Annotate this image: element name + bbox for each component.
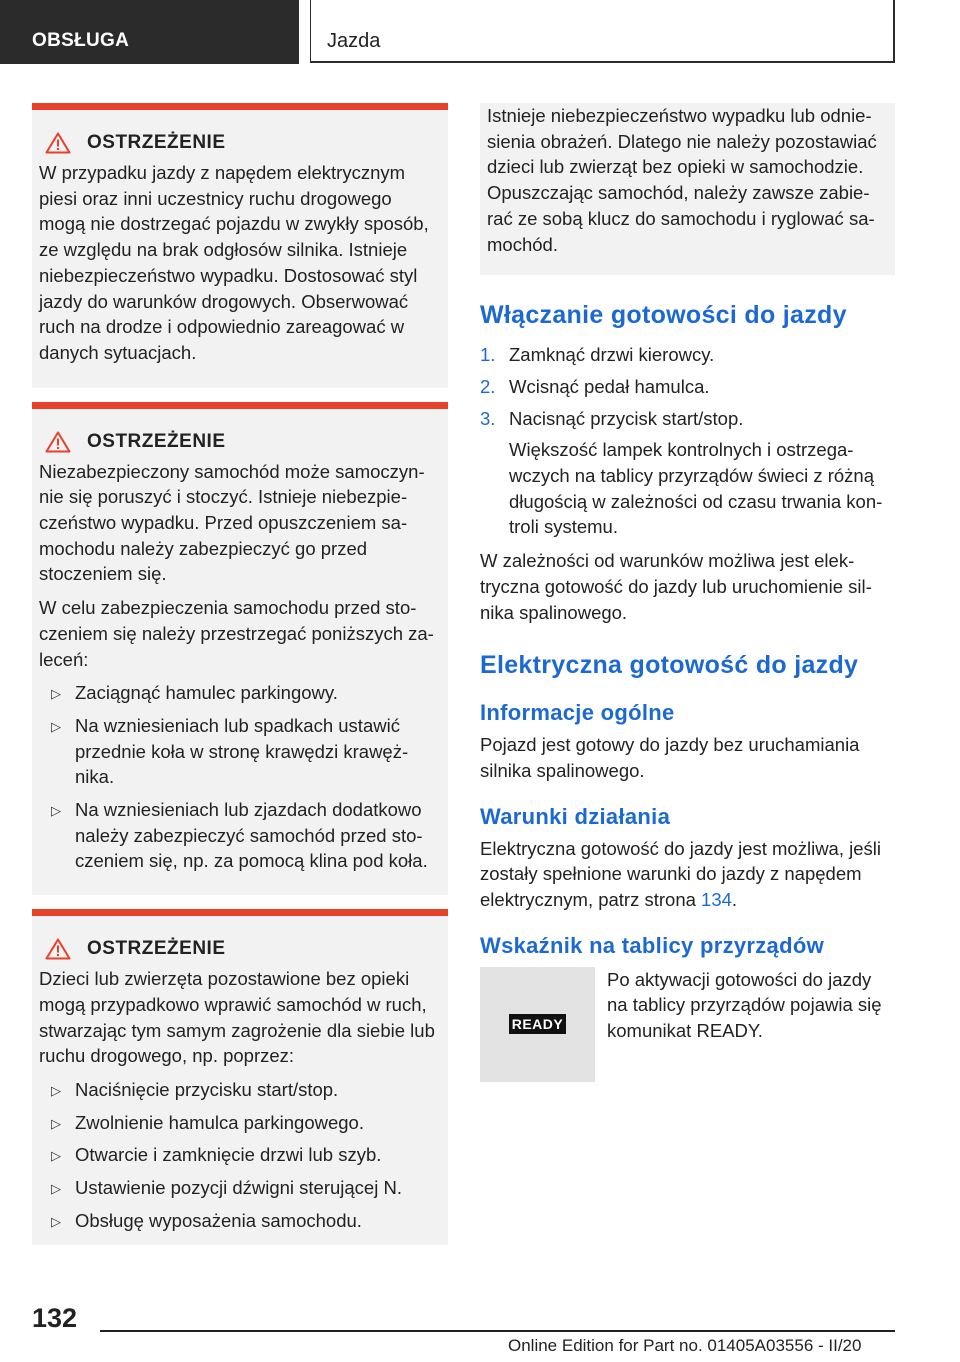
warning-box: [32, 402, 448, 896]
bullet-list: [39, 1077, 440, 1234]
list-item: ▷ Zwolnienie hamulca parkingowego.: [39, 1110, 440, 1136]
list-item: 3. Nacisnąć przycisk start/stop.: [480, 406, 895, 432]
ready-display-image: [480, 967, 595, 1082]
step-number: 3.: [480, 407, 496, 429]
warning-triangle-icon: [45, 431, 71, 453]
warning-text: W przypadku jazdy z napędem elektrycznym piesi oraz inni uczestnicy ruchu drogowego mogą nie dostrzegać pojazdu w zwykły sposób, ze względu na brak odgłosów silnika. Istnieje niebezpieczeństwo wypadku. Dostosować styl jazdy do warunków drogowych. Obserwować ruch na drodze i odpowiednio zareagować w danych sytuacjach.: [39, 162, 429, 363]
triangle-bullet-icon: ▷: [51, 1115, 61, 1131]
step-number: 1.: [480, 344, 496, 366]
warning-title: OSTRZEŻENIE: [87, 430, 226, 452]
list-item: 2. Wcisnąć pedał hamulca.: [480, 374, 895, 400]
steps-list: [480, 342, 895, 431]
list-item: ▷ Obsługę wyposażenia samochodu.: [39, 1208, 440, 1234]
warning-triangle-icon: [45, 132, 71, 154]
warning-title: OSTRZEŻENIE: [87, 132, 226, 153]
left-column: [32, 103, 448, 1259]
warning-text: Dzieci lub zwierzęta pozostawione bez opieki mogą przypadkowo wprawić samochód w ruch, stwarzając tym samym zagrożenie dla siebie lub ruchu drogowego, np. poprzez:: [39, 968, 435, 1067]
body-text: W zależności od warunków możliwa jest elektryczna gotowość do jazdy lub uruchomienie silnika spalinowego.: [480, 550, 872, 623]
page-number: 132: [32, 1303, 78, 1333]
warning-box: [32, 103, 448, 388]
subsection-heading: Informacje ogólne: [480, 700, 675, 726]
warning-triangle-icon: [45, 938, 71, 960]
list-item: ▷ Otwarcie i zamknięcie drzwi lub szyb.: [39, 1142, 440, 1168]
warning-continuation: Istnieje niebezpieczeństwo wypadku lub odniesienia obrażeń. Dlatego nie należy pozostawiać dzieci lub zwierząt bez opieki w samochodzie. Opuszczając samochód, należy zawsze zabierać ze sobą klucz do samochodu i ryglować samochód.: [480, 103, 895, 275]
triangle-bullet-icon: ▷: [51, 1148, 61, 1164]
page-title: Jazda: [310, 0, 895, 63]
list-item: ▷ Na wzniesieniach lub zjazdach dodatkowo należy zabezpieczyć samochód przed stoczeniem się, np. za pomocą klina pod koła.: [51, 799, 428, 872]
body-text: Po aktywacji gotowości do jazdy na tablicy przyrządów pojawia się komunikat READY.: [607, 968, 882, 1042]
list-item: 1. Zamknąć drzwi kierowcy.: [480, 342, 895, 368]
triangle-bullet-icon: ▷: [51, 686, 61, 702]
list-item: ▷ Zaciągnąć hamulec parkingowy.: [39, 680, 440, 706]
section-tab: OBSŁUGA: [0, 0, 299, 64]
footer-divider: [100, 1330, 895, 1332]
triangle-bullet-icon: ▷: [51, 1082, 61, 1098]
warning-text: W celu zabezpieczenia samochodu przed stoczeniem się należy przestrzegać poniższych zaleceń:: [39, 597, 434, 670]
list-item: ▷ Ustawienie pozycji dźwigni sterującej N.: [39, 1175, 440, 1201]
subsection-heading: Wskaźnik na tablicy przyrządów: [480, 932, 824, 958]
triangle-bullet-icon: ▷: [51, 803, 61, 819]
list-item: ▷ Na wzniesieniach lub spadkach ustawić przednie koła w stronę krawędzi krawężnika.: [51, 714, 409, 788]
subsection-heading: Warunki działania: [480, 803, 671, 829]
page-link[interactable]: 134: [701, 889, 732, 911]
section-heading: Elektryczna gotowość do jazdy: [480, 651, 859, 680]
body-text: Elektryczna gotowość do jazdy jest możliwa, jeśli zostały spełnione warunki do jazdy z napędem elektrycznym, patrz strona 134.: [480, 837, 881, 911]
body-text: Pojazd jest gotowy do jazdy bez uruchamiania silnika spalinowego.: [480, 734, 860, 781]
triangle-bullet-icon: ▷: [51, 1213, 61, 1229]
warning-text: Niezabezpieczony samochód może samoczynnie się poruszyć i stoczyć. Istnieje niebezpieczeństwo wypadku. Przed opuszczeniem samochodu należy zabezpieczyć go przed stoczeniem się.: [39, 460, 425, 585]
triangle-bullet-icon: ▷: [51, 1181, 61, 1197]
bullet-list: [39, 680, 440, 874]
step-number: 2.: [480, 375, 496, 397]
warning-box: [32, 909, 448, 1244]
right-column: [480, 103, 895, 1082]
ready-indicator: [480, 967, 895, 1082]
footer-edition: Online Edition for Part no. 01405A03556 - II/20: [508, 1336, 862, 1355]
warning-title: OSTRZEŻENIE: [87, 938, 226, 960]
step-note: Większość lampek kontrolnych i ostrzegawczych na tablicy przyrządów świeci z różną długością w zależności od czasu trwania kontroli systemu.: [509, 439, 883, 538]
list-item: ▷ Naciśnięcie przycisku start/stop.: [39, 1077, 440, 1103]
ready-badge: READY: [509, 1014, 567, 1034]
section-heading: Włączanie gotowości do jazdy: [480, 301, 847, 330]
triangle-bullet-icon: ▷: [51, 718, 61, 734]
